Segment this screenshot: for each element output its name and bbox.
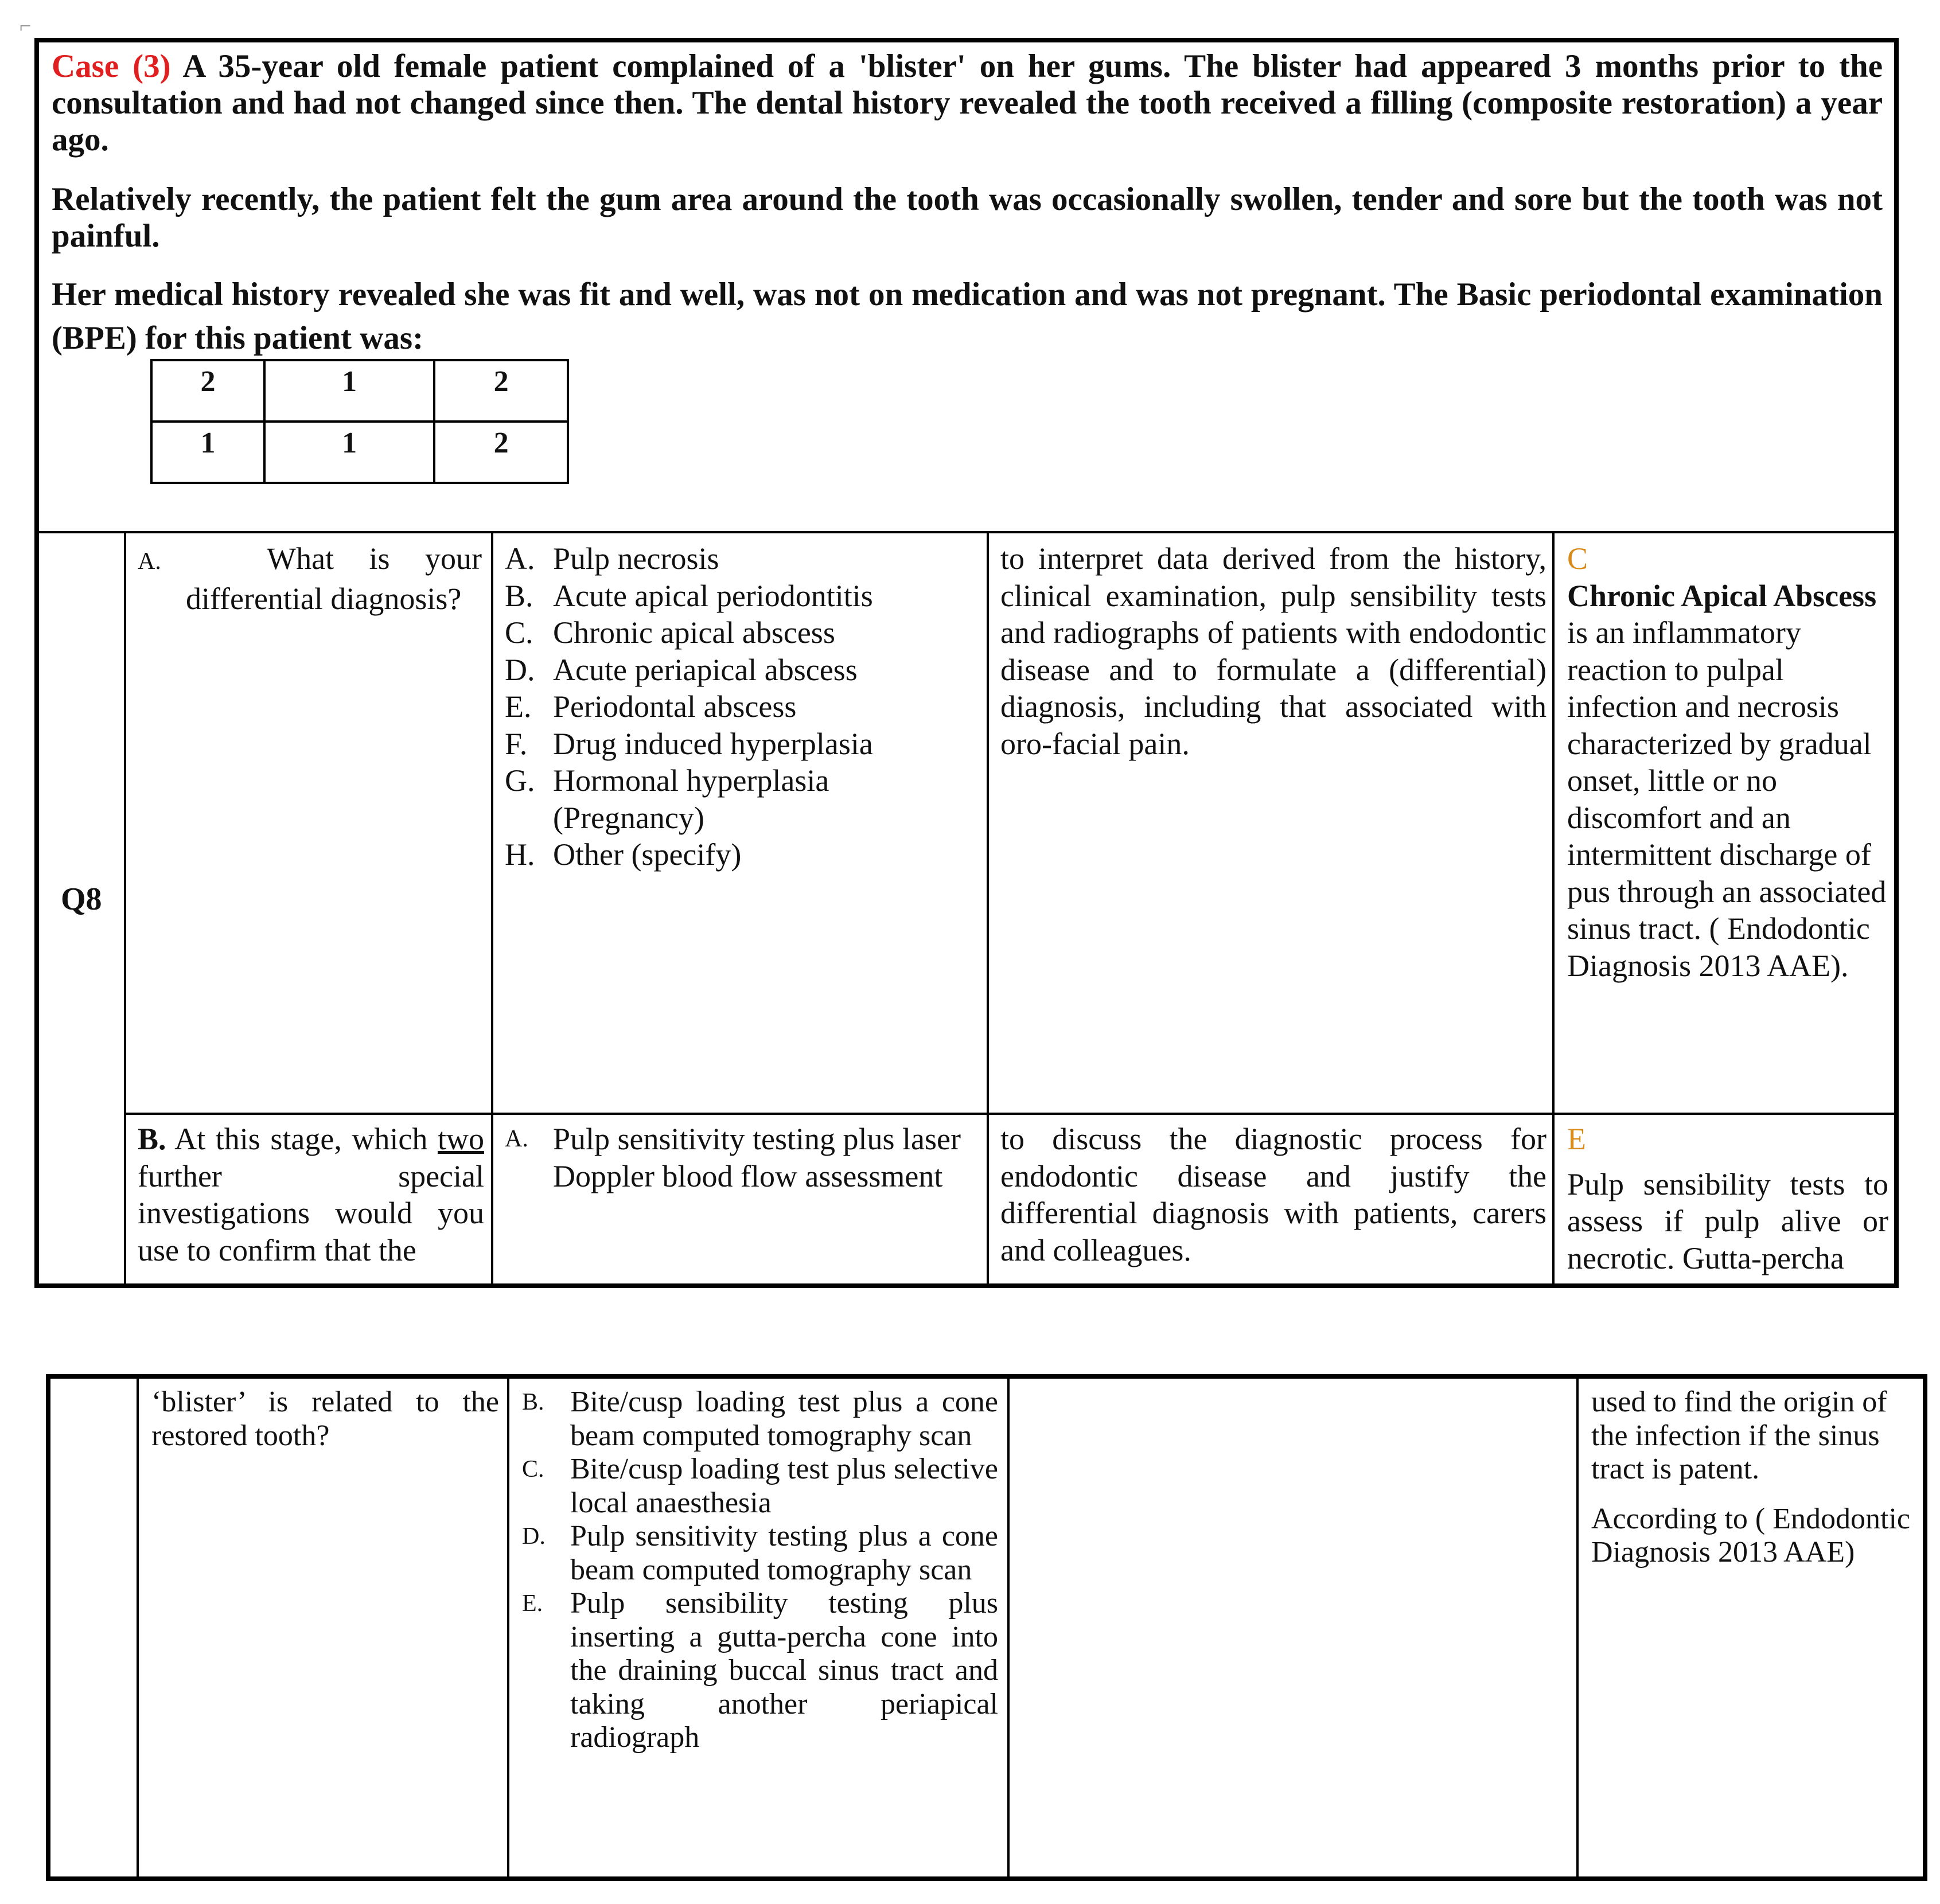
option-item: B. Acute apical periodontitis xyxy=(505,578,873,613)
case-paragraph-2: Relatively recently, the patient felt the gum area around the tooth was occasionally swollen, tender and sore but the tooth was not painful. xyxy=(52,181,1883,254)
column-divider xyxy=(507,1379,509,1876)
row-divider xyxy=(124,1113,1894,1115)
option-item: A. Pulp necrosis xyxy=(505,541,719,576)
bpe-cell: 1 xyxy=(264,422,434,483)
answer-b-reference: According to ( Endodontic Diagnosis 2013 AAE) xyxy=(1591,1502,1910,1569)
answer-b-text: Pulp sensibility tests to assess if pulp alive or necrotic. Gutta-percha xyxy=(1567,1166,1888,1275)
bpe-cell: 1 xyxy=(151,422,264,483)
answer-a-letter: C xyxy=(1567,541,1588,576)
bpe-cell: 2 xyxy=(434,422,568,483)
column-divider xyxy=(1552,533,1555,1283)
bpe-row-lower xyxy=(151,422,568,483)
answer-b-continued xyxy=(1591,1386,1924,1570)
bpe-row-upper xyxy=(151,360,568,422)
case-intro-text: A 35-year old female patient complained of a 'blister' on her gums. The blister had appeared 3 months prior to the consultation and had not changed since then. The dental history revealed the tooth received a filling (composite restoration) a year ago. xyxy=(52,48,1883,158)
case-table xyxy=(34,38,1899,1288)
answer-a-term: Chronic Apical Abscess xyxy=(1567,578,1877,613)
answer-a-explanation xyxy=(1567,578,1888,985)
option-item: B. Bite/cusp loading test plus a cone beam computed tomography scan xyxy=(522,1386,998,1452)
option-item: A. Pulp sensitivity testing plus laser Doppler blood flow assessment xyxy=(505,1122,961,1193)
case-table-continued xyxy=(46,1374,1927,1881)
answer-b xyxy=(1567,1121,1888,1277)
answer-b-letter: E xyxy=(1567,1122,1586,1156)
question-b-options-continued xyxy=(522,1386,998,1755)
question-b-letter: B. xyxy=(138,1122,166,1156)
bpe-cell: 2 xyxy=(434,360,568,422)
column-divider xyxy=(124,533,126,1283)
option-item: D. Pulp sensitivity testing plus a cone beam computed tomography scan xyxy=(522,1520,998,1586)
question-number: Q8 xyxy=(61,881,102,917)
question-a-letter: A. xyxy=(138,548,161,575)
learning-outcome-a: to interpret data derived from the history, clinical examination, pulp sensibility tests and radiographs of patients with endodontic disease and to formulate a (differential) diagnosis, including that associated with oro-facial pain. xyxy=(1000,541,1546,761)
question-a-options xyxy=(505,540,981,873)
option-item: E. Pulp sensibility testing plus inserting a gutta-percha cone into the draining buccal sinus tract and taking another periapical radiograph xyxy=(522,1587,998,1754)
option-item: E. Periodontal abscess xyxy=(505,689,797,724)
option-item: C. Bite/cusp loading test plus selective local anaesthesia xyxy=(522,1453,998,1519)
column-divider xyxy=(1007,1379,1010,1876)
case-paragraph-3: Her medical history revealed she was fit and well, was not on medication and was not pregnant. The Basic periodontal examination (BPE) for this patient was: xyxy=(52,276,1883,356)
column-divider xyxy=(491,533,493,1283)
case-intro xyxy=(52,48,1883,158)
case-label: Case (3) xyxy=(52,48,171,84)
option-item: C. Chronic apical abscess xyxy=(505,615,835,650)
bpe-chart xyxy=(150,359,569,484)
option-item: F. Drug induced hyperplasia xyxy=(505,726,873,761)
column-divider xyxy=(137,1379,139,1876)
option-item: D. Acute periapical abscess xyxy=(505,652,858,687)
case-description xyxy=(39,42,1894,533)
answer-a xyxy=(1567,540,1888,984)
option-item: H. Other (specify) xyxy=(505,837,742,872)
bpe-cell: 2 xyxy=(151,360,264,422)
question-a-text: What is your differential diagnosis? xyxy=(186,541,482,616)
column-divider xyxy=(1576,1379,1579,1876)
answer-a-text: is an inflammatory reaction to pulpal infection and necrosis characterized by gradual onset, little or no discomfort and an intermittent discharge of pus through an associated sinus tract. ( Endodontic Diagnosis 2013 AAE). xyxy=(1567,615,1887,983)
option-item: G. Hormonal hyperplasia (Pregnancy) xyxy=(505,763,829,835)
answer-b-continued-text: used to find the origin of the infection if the sinus tract is patent. xyxy=(1591,1386,1887,1485)
question-b-emphasis: two xyxy=(438,1122,484,1156)
question-b-options xyxy=(505,1121,981,1195)
question-a xyxy=(138,540,482,617)
learning-outcome-b: to discuss the diagnostic process for endodontic disease and justify the differential diagnosis with patients, carers and colleagues. xyxy=(1000,1122,1546,1267)
paragraph-mark-icon: ⌐ xyxy=(20,14,32,37)
bpe-cell: 1 xyxy=(264,360,434,422)
question-b: B. At this stage, which two further special investigations would you use to confirm that the xyxy=(138,1122,484,1267)
question-b-continued: ‘blister’ is related to the restored tooth? xyxy=(151,1386,499,1452)
column-divider xyxy=(987,533,989,1283)
